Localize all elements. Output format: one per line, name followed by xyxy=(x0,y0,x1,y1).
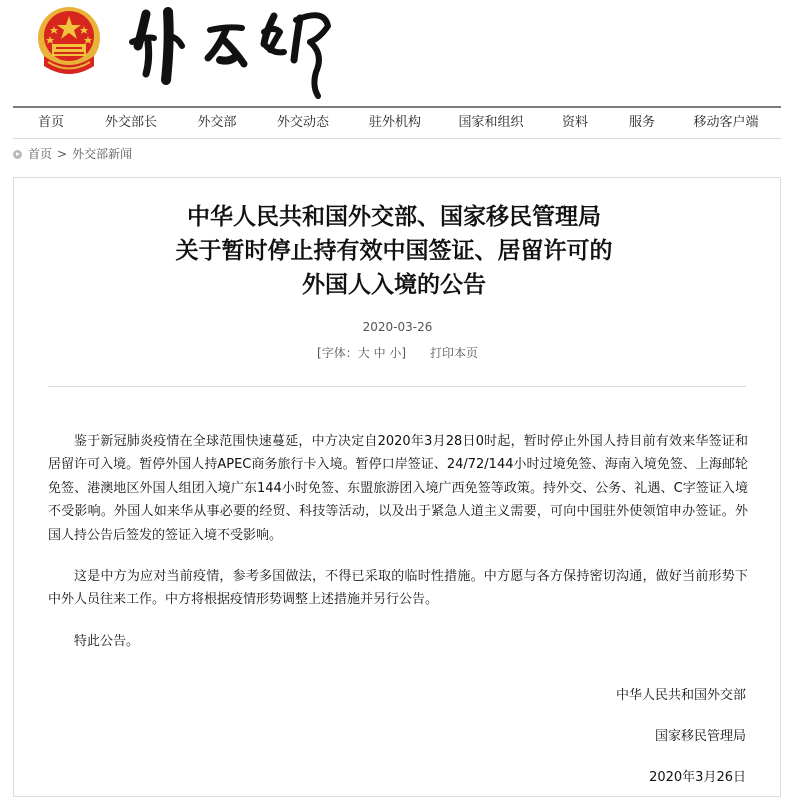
national-emblem-logo[interactable] xyxy=(34,4,104,78)
main-nav xyxy=(13,108,781,138)
signature-date: 2020年3月26日 xyxy=(649,770,746,785)
nav-ministry[interactable]: 外交部 xyxy=(197,115,237,130)
article-paragraph: 鉴于新冠肺炎疫情在全球范围快速蔓延，中方决定自2020年3月28日0时起，暂时停止外国人持目前有效来华签证和居留许可入境。暂停外国人持APEC商务旅行卡入境。暂停口岸签证、24/72/144小时过境免签、海南入境免签、上海邮轮免签、港澳地区外国人组团入境广东144小时免签、东盟旅游团入境广西免签等政策。持外交、公务、礼遇、C字签证入境不受影响。外国人如来华从事必要的经贸、科技等活动，以及出于紧急人道主义需要，可向中国驻外使领馆申办签证。外国人持公告后签发的签证入境不受影响。 xyxy=(48,434,748,543)
breadcrumb-arrow-icon xyxy=(13,150,22,159)
site-header xyxy=(0,0,788,106)
nav-mobile-client[interactable]: 移动客户端 xyxy=(693,115,759,130)
breadcrumb-current-link[interactable]: 外交部新闻 xyxy=(72,147,133,161)
nav-foreign-minister[interactable]: 外交部长 xyxy=(104,115,158,130)
font-size-label: [字体： xyxy=(317,346,358,360)
title-line: 关于暂时停止持有效中国签证、居留许可的 xyxy=(175,238,613,264)
title-line: 外国人入境的公告 xyxy=(302,272,486,298)
mfa-calligraphy-logo[interactable] xyxy=(124,2,344,100)
font-size-close: ] xyxy=(401,346,407,360)
signature-mfa: 中华人民共和国外交部 xyxy=(615,688,746,703)
article-tools xyxy=(0,344,788,361)
font-size-medium[interactable]: 中 xyxy=(373,346,386,360)
font-size-large[interactable]: 大 xyxy=(357,346,370,360)
nav-countries-orgs[interactable]: 国家和组织 xyxy=(458,115,524,130)
breadcrumb xyxy=(13,145,132,163)
article-paragraph: 特此公告。 xyxy=(74,633,140,649)
breadcrumb-separator: > xyxy=(57,147,68,161)
article-title xyxy=(0,200,788,302)
nav-home[interactable]: 首页 xyxy=(37,115,65,130)
title-line: 中华人民共和国外交部、国家移民管理局 xyxy=(187,204,601,230)
title-divider xyxy=(48,386,746,387)
nav-services[interactable]: 服务 xyxy=(628,115,656,130)
nav-missions-abroad[interactable]: 驻外机构 xyxy=(368,115,422,130)
nav-diplomatic-news[interactable]: 外交动态 xyxy=(276,115,330,130)
signature-nia: 国家移民管理局 xyxy=(654,729,746,744)
print-page-link[interactable]: 打印本页 xyxy=(429,346,478,360)
article-date: 2020-03-26 xyxy=(362,320,433,334)
article-paragraph: 这是中方为应对当前疫情，参考多国做法，不得已采取的临时性措施。中方愿与各方保持密切沟通，做好当前形势下中外人员往来工作。中方将根据疫情形势调整上述措施并另行公告。 xyxy=(48,569,748,608)
font-size-small[interactable]: 小 xyxy=(389,346,402,360)
nav-resources[interactable]: 资料 xyxy=(561,115,589,130)
nav-bottom-rule xyxy=(13,138,781,139)
article-body xyxy=(48,430,748,671)
breadcrumb-home-link[interactable]: 首页 xyxy=(28,147,53,161)
